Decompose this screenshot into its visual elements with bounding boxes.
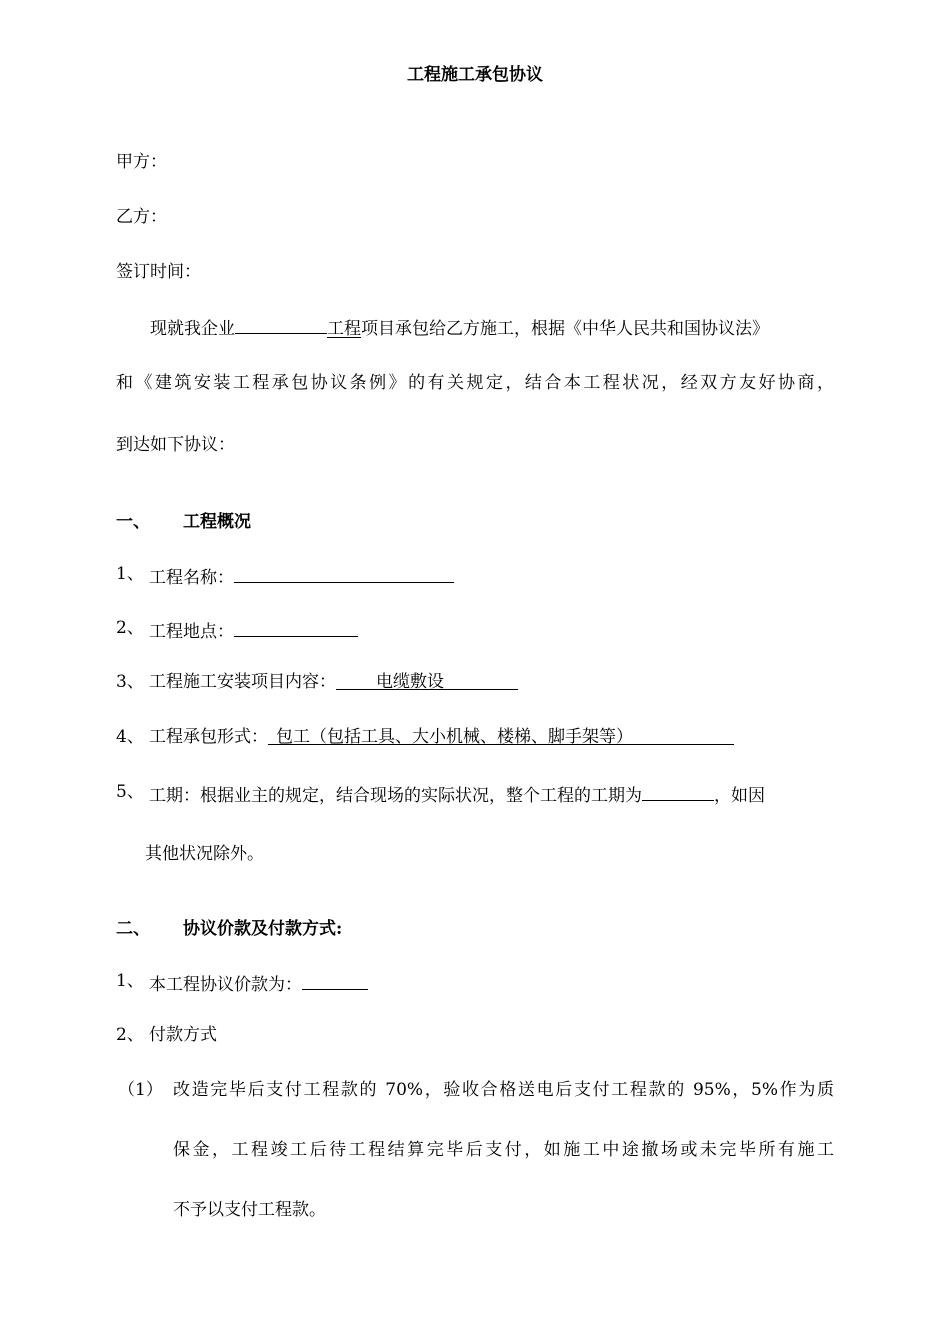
intro-text-b: 工程 [327, 319, 361, 339]
paragraph-1-number: （1） [118, 1080, 163, 1100]
item-1-3 [149, 671, 518, 693]
item-1-5-line-2: 其他状况除外。 [145, 844, 264, 864]
duration-blank [642, 781, 714, 801]
item-1-3-number: 3、 [116, 672, 144, 692]
item-1-4 [149, 726, 734, 748]
project-name-label: 工程名称： [149, 568, 234, 588]
section-2-number: 二、 [116, 919, 150, 939]
item-1-1-number: 1、 [116, 564, 144, 584]
intro-text-c: 项目承包给乙方施工，根据《中华人民共和国协议法》 [361, 319, 769, 339]
section-1-heading: 工程概况 [183, 512, 251, 532]
duration-text-b: ，如因 [714, 786, 765, 806]
document-title: 工程施工承包协议 [407, 65, 543, 85]
item-2-2-number: 2、 [116, 1025, 144, 1045]
intro-text-a: 现就我企业 [150, 319, 235, 339]
project-name-blank [235, 314, 327, 334]
item-2-1 [149, 970, 368, 996]
paragraph-1-line-2: 保金，工程竣工后待工程结算完毕后支付，如施工中途撤场或未完毕所有施工 [173, 1140, 834, 1160]
contract-price-blank [302, 970, 368, 990]
item-1-4-number: 4、 [116, 727, 144, 747]
paragraph-1-line-1: 改造完毕后支付工程款的 70%，验收合格送电后支付工程款的 95%，5%作为质 [173, 1080, 834, 1100]
project-name-field-blank [234, 563, 454, 583]
install-content-label: 工程施工安装项目内容： [149, 672, 336, 692]
paragraph-1-line-3: 不予以支付工程款。 [173, 1200, 326, 1220]
duration-text-a: 工期：根据业主的规定，结合现场的实际状况，整个工程的工期为 [149, 786, 642, 806]
item-1-2-number: 2、 [116, 618, 144, 638]
item-2-1-number: 1、 [116, 971, 144, 991]
sign-time-label: 签订时间： [116, 262, 201, 282]
party-b-label: 乙方： [116, 207, 167, 227]
item-1-5-line-1 [149, 781, 834, 807]
item-1-1 [149, 563, 454, 589]
intro-line-2: 和《建筑安装工程承包协议条例》的有关规定，结合本工程状况，经双方友好协商， [116, 373, 834, 393]
project-location-label: 工程地点： [149, 622, 234, 642]
section-1-number: 一、 [116, 512, 150, 532]
contract-form-label: 工程承包形式： [149, 727, 268, 747]
project-location-blank [234, 617, 358, 637]
item-1-2 [149, 617, 358, 643]
intro-line-3: 到达如下协议： [116, 435, 235, 455]
item-1-5-number: 5、 [116, 782, 144, 802]
intro-line-1 [150, 314, 769, 340]
section-2-heading: 协议价款及付款方式: [183, 919, 343, 939]
contract-price-label: 本工程协议价款为： [149, 975, 302, 995]
contract-form-value: 包工（包括工具、大小机械、楼梯、脚手架等） [268, 726, 734, 745]
payment-method-label: 付款方式 [149, 1025, 217, 1045]
install-content-value: 电缆敷设 [336, 671, 518, 690]
party-a-label: 甲方： [116, 152, 167, 172]
